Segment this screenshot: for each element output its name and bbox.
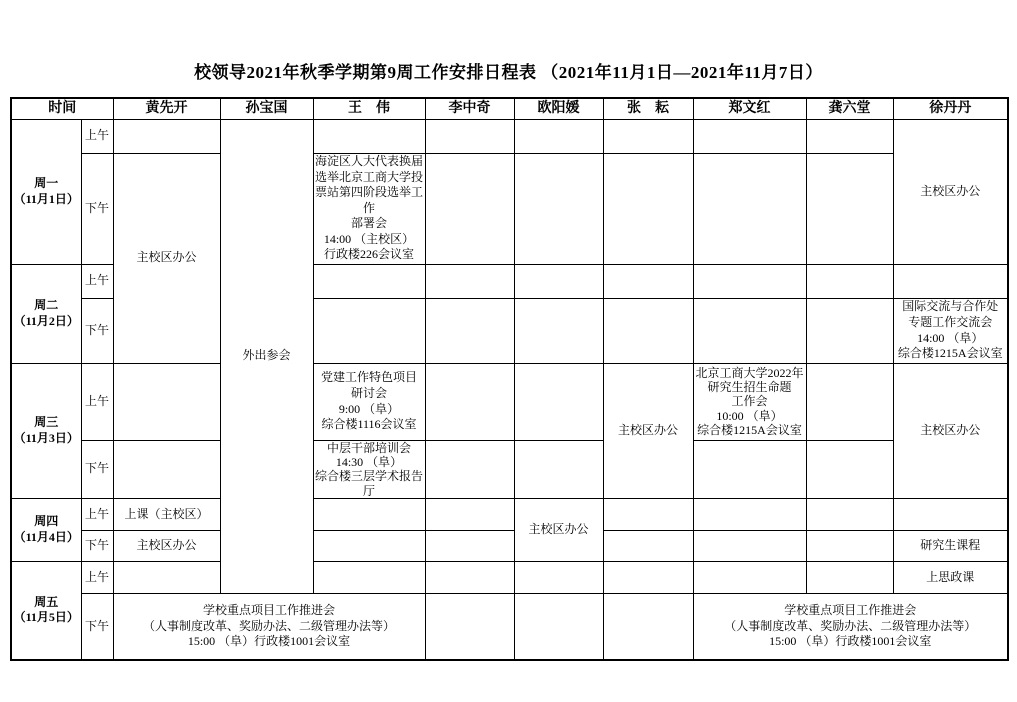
cell-gong-wed-am — [806, 363, 893, 440]
cell-li-tue-pm — [425, 298, 514, 363]
cell-xu-fri-am: 上思政课 — [893, 562, 1008, 594]
cell-xu-tue-pm: 国际交流与合作处 专题工作交流会 14:00 （阜） 综合楼1215A会议室 — [893, 298, 1008, 363]
cell-gong-thu-pm — [806, 531, 893, 562]
cell-zheng-wed-am: 北京工商大学2022年 研究生招生命题 工作会 10:00 （阜） 综合楼1215A会议室 — [693, 363, 806, 440]
row-wed-pm — [11, 440, 1008, 499]
cell-wang-tue-am — [313, 264, 425, 298]
header-cell-name-sun: 孙宝国 — [220, 98, 313, 119]
cell-ouyang-thu: 主校区办公 — [514, 499, 603, 562]
ampm-cell-mon-am: 上午 — [81, 119, 113, 153]
ampm-cell-thu-pm: 下午 — [81, 531, 113, 562]
cell-xu-thu-am — [893, 499, 1008, 531]
cell-gong-fri-am — [806, 562, 893, 594]
cell-zhang-wed: 主校区办公 — [603, 363, 693, 499]
cell-huang-wed-pm — [113, 440, 220, 499]
day-name: 周四 — [34, 514, 59, 529]
day-cell-friday — [11, 562, 81, 660]
day-name: 周五 — [34, 594, 59, 609]
cell-huang-thu-pm: 主校区办公 — [113, 531, 220, 562]
day-cell-wednesday — [11, 363, 81, 499]
cell-wang-thu-am — [313, 499, 425, 531]
page-title: 校领导2021年秋季学期第9周工作安排日程表 （2021年11月1日—2021年11月7日） — [194, 63, 823, 82]
cell-li-thu-pm — [425, 531, 514, 562]
header-cell-name-ouyang: 欧阳媛 — [514, 98, 603, 119]
cell-wang-fri-am — [313, 562, 425, 594]
cell-xu-wed: 主校区办公 — [893, 363, 1008, 499]
day-date: （11月4日） — [13, 530, 79, 545]
cell-zhang-fri-am — [603, 562, 693, 594]
cell-ouyang-wed-pm — [514, 440, 603, 499]
cell-wang-tue-pm — [313, 298, 425, 363]
ampm-cell-wed-pm: 下午 — [81, 440, 113, 499]
day-cell-monday — [11, 119, 81, 264]
row-mon-am — [11, 119, 1008, 153]
day-date: （11月1日） — [13, 191, 79, 206]
cell-huang-fri-am — [113, 562, 220, 594]
cell-li-fri-am — [425, 562, 514, 594]
cell-li-mon-pm — [425, 153, 514, 264]
cell-zhang-thu-am — [603, 499, 693, 531]
cell-ouyang-mon-pm — [514, 153, 603, 264]
cell-zhang-mon-am — [603, 119, 693, 153]
cell-wang-mon-am — [313, 119, 425, 153]
cell-zheng-mon-am — [693, 119, 806, 153]
cell-zhang-thu-pm — [603, 531, 693, 562]
cell-li-tue-am — [425, 264, 514, 298]
schedule-table — [10, 97, 1009, 661]
cell-li-wed-pm — [425, 440, 514, 499]
cell-sun-week: 外出参会 — [220, 119, 313, 594]
cell-zhang-tue-pm — [603, 298, 693, 363]
cell-huang-mon-am — [113, 119, 220, 153]
header-row — [11, 98, 1008, 119]
cell-fri-pm-right-merged: 学校重点项目工作推进会 （人事制度改革、奖励办法、二级管理办法等） 15:00 （阜）行政楼1001会议室 — [693, 594, 1008, 660]
cell-zheng-fri-am — [693, 562, 806, 594]
cell-zheng-mon-pm — [693, 153, 806, 264]
cell-wang-wed-am: 党建工作特色项目 研讨会 9:00 （阜） 综合楼1116会议室 — [313, 363, 425, 440]
day-date: （11月3日） — [13, 430, 79, 445]
cell-li-fri-pm — [425, 594, 514, 660]
cell-fri-pm-left-merged: 学校重点项目工作推进会 （人事制度改革、奖励办法、二级管理办法等） 15:00 （阜）行政楼1001会议室 — [113, 594, 425, 660]
row-thu-am — [11, 499, 1008, 531]
day-name: 周三 — [34, 415, 59, 430]
cell-li-wed-am — [425, 363, 514, 440]
ampm-cell-mon-pm: 下午 — [81, 153, 113, 264]
cell-zheng-wed-pm — [693, 440, 806, 499]
cell-ouyang-fri-pm — [514, 594, 603, 660]
cell-zheng-thu-pm — [693, 531, 806, 562]
ampm-cell-tue-pm: 下午 — [81, 298, 113, 363]
day-date: （11月5日） — [13, 610, 79, 625]
header-cell-time: 时间 — [11, 98, 113, 119]
ampm-cell-fri-am: 上午 — [81, 562, 113, 594]
cell-ouyang-tue-am — [514, 264, 603, 298]
cell-gong-wed-pm — [806, 440, 893, 499]
day-name: 周一 — [34, 175, 59, 190]
cell-ouyang-tue-pm — [514, 298, 603, 363]
cell-huang-monpm-tue: 主校区办公 — [113, 153, 220, 363]
row-mon-pm — [11, 153, 1008, 264]
cell-zhang-mon-pm — [603, 153, 693, 264]
cell-gong-mon-am — [806, 119, 893, 153]
day-name: 周二 — [34, 297, 59, 312]
cell-xu-tue-am — [893, 264, 1008, 298]
row-thu-pm — [11, 531, 1008, 562]
cell-wang-mon-pm: 海淀区人大代表换届选举北京工商大学投票站第四阶段选举工作 部署会 14:00 （主校区） 行政楼226会议室 — [313, 153, 425, 264]
ampm-cell-fri-pm: 下午 — [81, 594, 113, 660]
cell-zheng-tue-pm — [693, 298, 806, 363]
ampm-cell-thu-am: 上午 — [81, 499, 113, 531]
header-cell-name-zheng: 郑文红 — [693, 98, 806, 119]
cell-gong-tue-pm — [806, 298, 893, 363]
cell-zhang-fri-pm — [603, 594, 693, 660]
row-fri-pm — [11, 594, 1008, 660]
cell-ouyang-wed-am — [514, 363, 603, 440]
cell-gong-mon-pm — [806, 153, 893, 264]
cell-li-mon-am — [425, 119, 514, 153]
day-cell-tuesday — [11, 264, 81, 363]
header-cell-name-zhang: 张 耘 — [603, 98, 693, 119]
cell-huang-wed-am — [113, 363, 220, 440]
ampm-cell-wed-am: 上午 — [81, 363, 113, 440]
row-wed-am — [11, 363, 1008, 440]
cell-gong-tue-am — [806, 264, 893, 298]
cell-wang-wed-pm: 中层干部培训会 14:30 （阜） 综合楼三层学术报告厅 — [314, 440, 423, 498]
cell-xu-thu-pm: 研究生课程 — [893, 531, 1008, 562]
cell-zheng-tue-am — [693, 264, 806, 298]
row-fri-am — [11, 562, 1008, 594]
day-cell-thursday — [11, 499, 81, 562]
day-date: （11月2日） — [13, 313, 79, 328]
cell-gong-thu-am — [806, 499, 893, 531]
header-cell-name-wang: 王 伟 — [313, 98, 425, 119]
header-cell-name-xu: 徐丹丹 — [893, 98, 1008, 119]
header-cell-name-huang: 黄先开 — [113, 98, 220, 119]
cell-li-thu-am — [425, 499, 514, 531]
cell-zheng-thu-am — [693, 499, 806, 531]
cell-zhang-tue-am — [603, 264, 693, 298]
header-cell-name-gong: 龚六堂 — [806, 98, 893, 119]
cell-xu-mon: 主校区办公 — [893, 119, 1008, 264]
cell-wang-thu-pm — [313, 531, 425, 562]
cell-ouyang-mon-am — [514, 119, 603, 153]
cell-huang-thu-am: 上课（主校区） — [113, 499, 220, 531]
cell-ouyang-fri-am — [514, 562, 603, 594]
ampm-cell-tue-am: 上午 — [81, 264, 113, 298]
header-cell-name-li: 李中奇 — [425, 98, 514, 119]
